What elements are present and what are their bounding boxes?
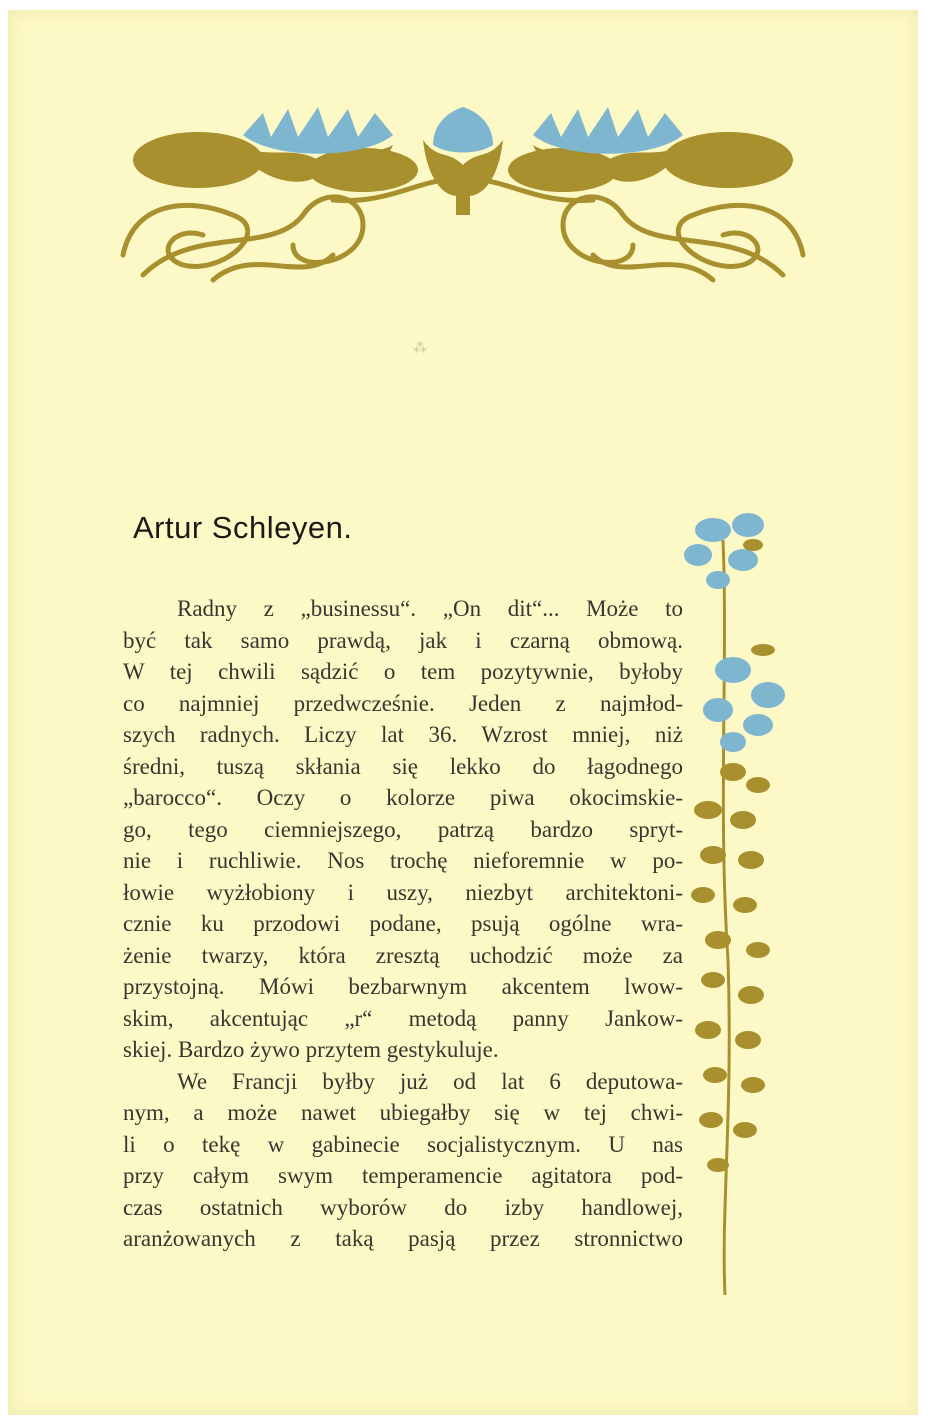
text-line: szych radnych. Liczy lat 36. Wzrost mniej, niż [123,722,683,747]
text-line: li o tekę w gabinecie socjalistycznym. U nas [123,1131,683,1157]
flower-stem-ornament-icon [673,510,813,1300]
text-line: skiej. Bardzo żywo przytem gestykuluje. [123,1037,499,1062]
ink-speck-icon: ⁂ [413,341,427,356]
article-body [123,593,683,1255]
text-line: nie i ruchliwie. Nos trochę nieforemnie w po- [123,848,683,873]
text-line: go, tego ciemniejszego, patrzą bardzo spryt- [123,816,683,842]
text-line: W tej chwili sądzić o tem pozytywnie, byłoby [123,659,683,684]
text-line: łowie wyżłobiony i uszy, niezbyt architektoni- [123,879,683,905]
text-line: żenie twarzy, która zresztą uchodzić może za [123,942,683,968]
text-line: We Francji byłby już od lat 6 deputowa- [177,1068,683,1094]
water-lily-ornament-icon [103,105,823,295]
text-line: aranżowanych z taką pasją przez stronnictwo [123,1226,683,1251]
text-line: co najmniej przedwcześnie. Jeden z najmłod- [123,690,683,716]
text-line: Radny z „businessu“. „On dit“... Może to [177,596,683,621]
text-line: być tak samo prawdą, jak i czarną obmową. [123,627,683,653]
text-line: nym, a może nawet ubiegałby się w tej chwi- [123,1100,683,1125]
page-title: Artur Schleyen. [133,510,353,545]
text-line: przy całym swym temperamencie agitatora pod- [123,1163,683,1188]
text-line: średni, tuszą skłania się lekko do łagodnego [123,753,683,779]
text-line: czas ostatnich wyborów do izby handlowej, [123,1194,683,1220]
text-line: „barocco“. Oczy o kolorze piwa okocimskie- [123,785,683,810]
text-line: przystojną. Mówi bezbarwnym akcentem lwow- [123,974,683,999]
text-line: cznie ku przodowi podane, psują ogólne wra- [123,911,683,936]
text-line: skim, akcentując „r“ metodą panny Jankow- [123,1005,683,1031]
page-sheet [8,10,918,1415]
